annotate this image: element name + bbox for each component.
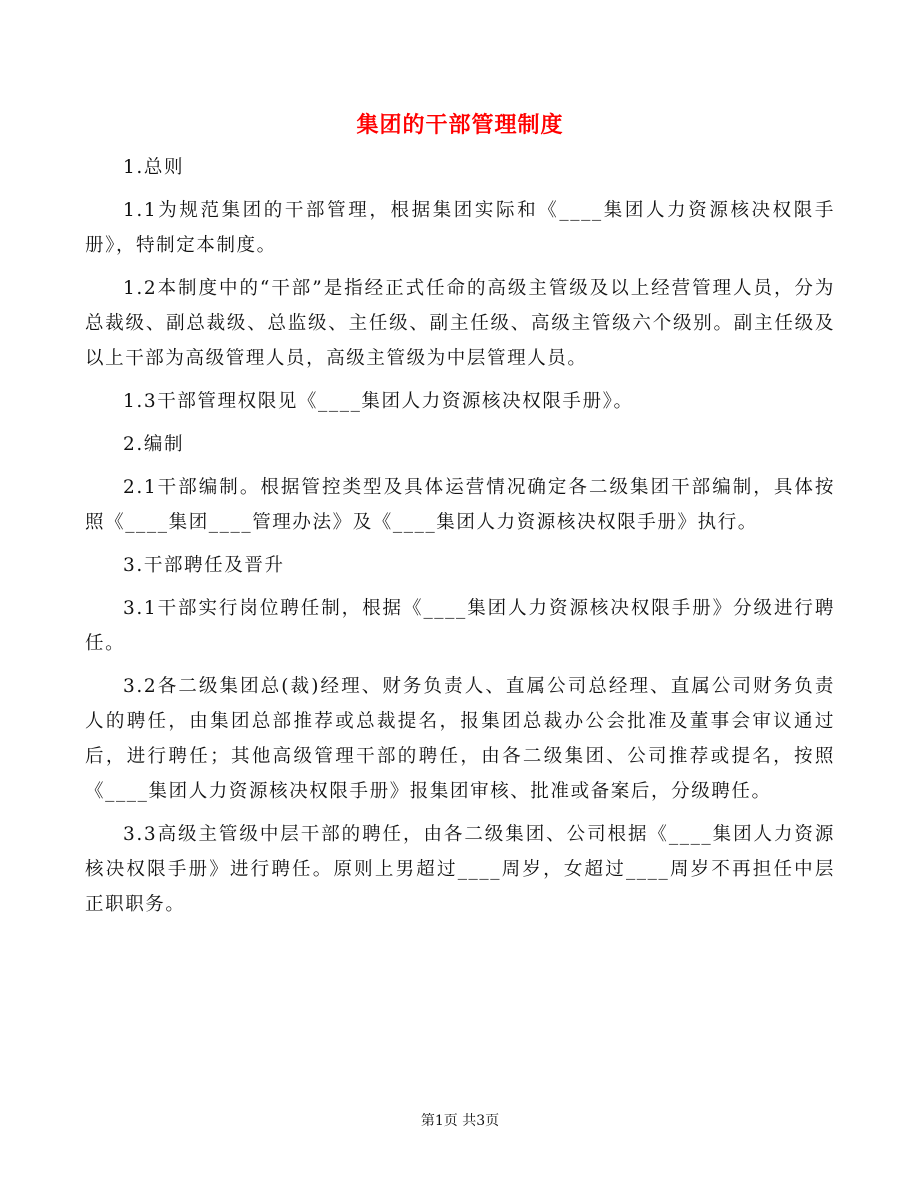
paragraph-3-3: 3.3高级主管级中层干部的聘任，由各二级集团、公司根据《____集团人力资源核决权限手册》进行聘任。原则上男超过____周岁，女超过____周岁不再担任中层正职职务。: [85, 824, 835, 915]
section-heading-general: 1.总则: [123, 157, 185, 178]
page-number-footer: 第1页 共3页: [420, 1113, 500, 1129]
page-title: 集团的干部管理制度: [356, 112, 564, 138]
paragraph-3-2: 3.2各二级集团总(裁)经理、财务负责人、直属公司总经理、直属公司财务负责人的聘任，由集团总部推荐或总裁提名，报集团总裁办公会批准及董事会审议通过后，进行聘任；其他高级管理干部的聘任，由各二级集团、公司推荐或提名，按照《____集团人力资源核决权限手册》报集团审核、批准或备案后，分级聘任。: [85, 676, 835, 802]
paragraph-1-2: 1.2本制度中的“干部”是指经正式任命的高级主管级及以上经营管理人员，分为总裁级、副总裁级、总监级、主任级、副主任级、高级主管级六个级别。副主任级及以上干部为高级管理人员，高级主管级为中层管理人员。: [85, 278, 835, 369]
document-body: [85, 150, 835, 930]
paragraph-1-1: 1.1为规范集团的干部管理，根据集团实际和《____集团人力资源核决权限手册》，特制定本制度。: [85, 200, 835, 256]
section-heading-staffing: 2.编制: [123, 434, 185, 455]
paragraph-2-1: 2.1干部编制。根据管控类型及具体运营情况确定各二级集团干部编制，具体按照《____集团____管理办法》及《____集团人力资源核决权限手册》执行。: [85, 477, 835, 533]
paragraph-3-1: 3.1干部实行岗位聘任制，根据《____集团人力资源核决权限手册》分级进行聘任。: [85, 598, 835, 654]
paragraph-1-3: 1.3干部管理权限见《____集团人力资源核决权限手册》。: [123, 391, 634, 412]
section-heading-appointment: 3.干部聘任及晋升: [123, 555, 285, 576]
